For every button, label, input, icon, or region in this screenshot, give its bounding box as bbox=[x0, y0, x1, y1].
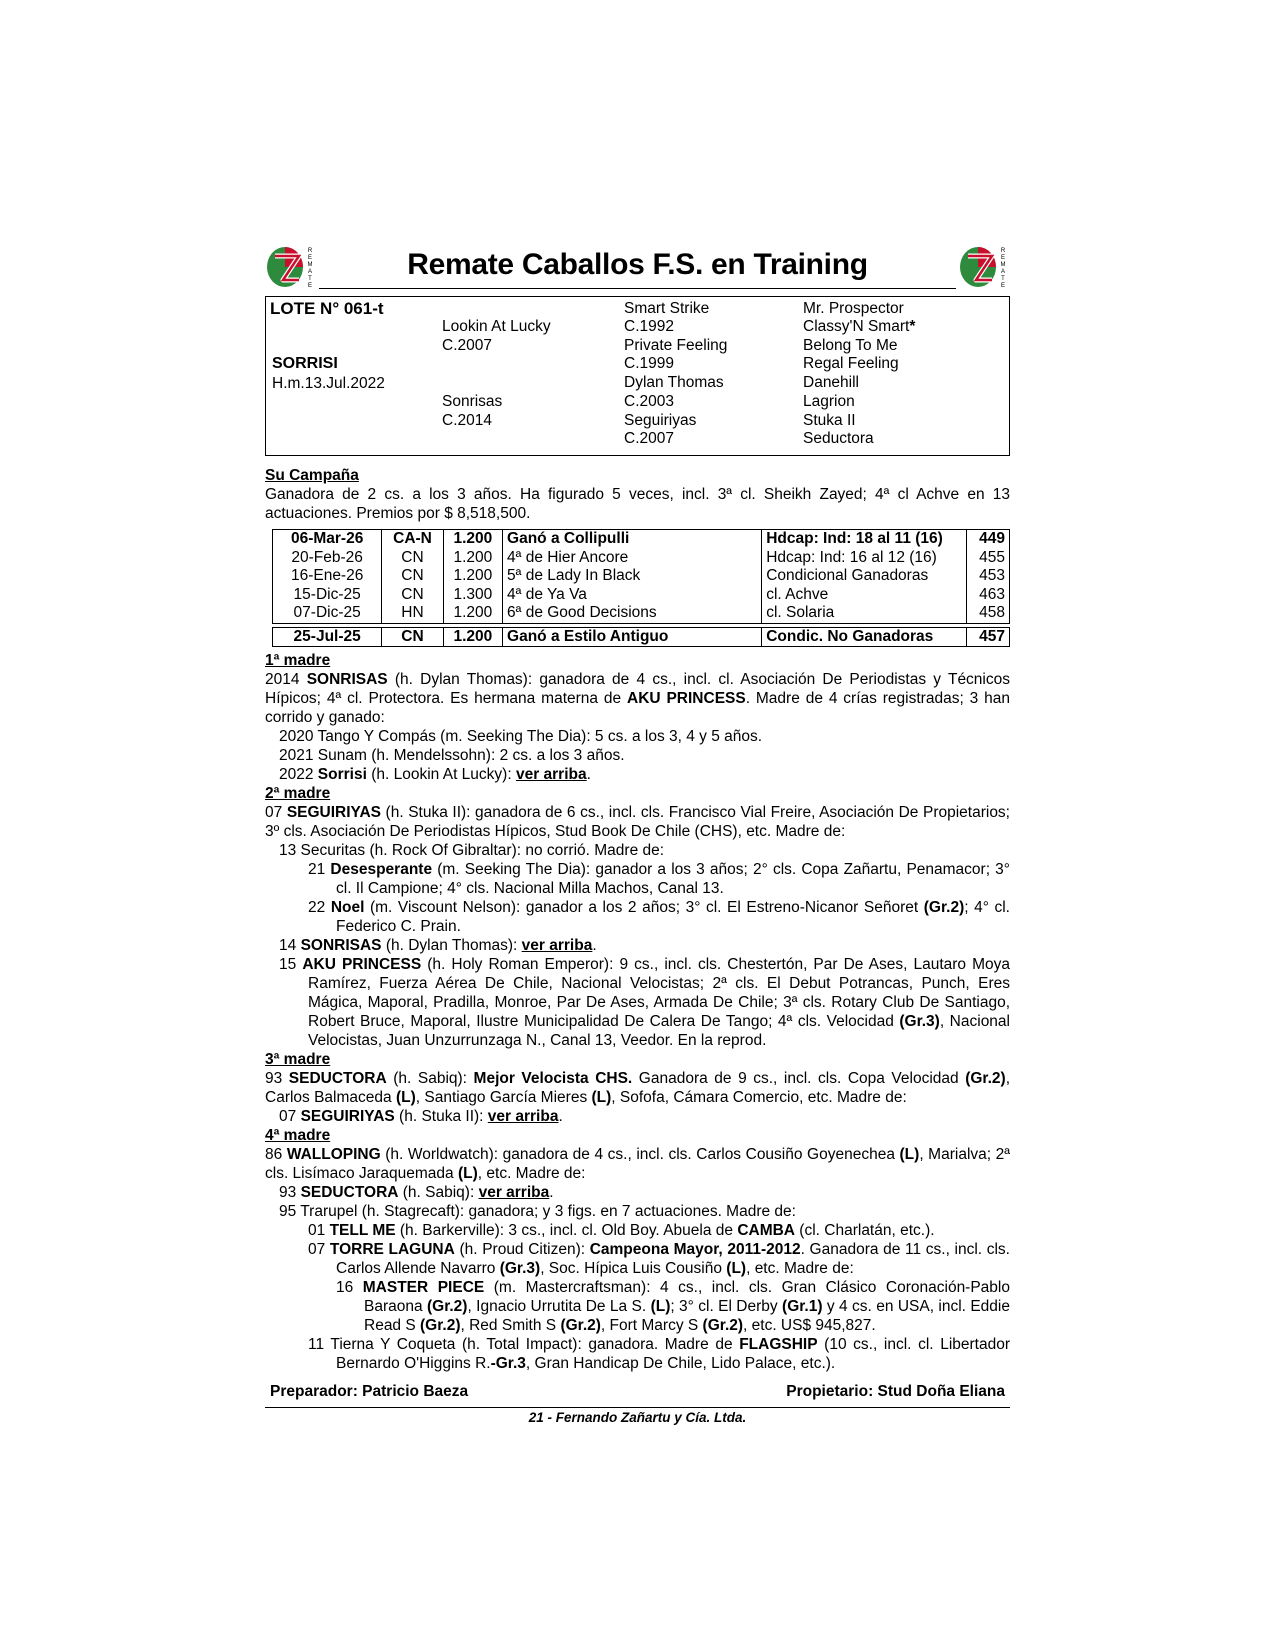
ancestor-3: Belong To Me bbox=[803, 337, 898, 354]
horse-name: MASTER PIECE bbox=[362, 1279, 485, 1296]
ancestor-2 bbox=[803, 318, 915, 336]
produce-line: 13 Securitas (h. Rock Of Gibraltar): no corrió. Madre de: bbox=[279, 842, 665, 859]
owner: Propietario: Stud Doña Eliana bbox=[786, 1383, 1005, 1400]
text: , etc. Madre de: bbox=[477, 1165, 586, 1182]
race-condition: Condic. No Ganadoras bbox=[762, 627, 967, 647]
text: (cl. Charlatán, etc.). bbox=[795, 1222, 935, 1239]
second-dam-paragraph bbox=[265, 803, 1010, 841]
text: (h. Proud Citizen): bbox=[454, 1241, 590, 1258]
sire-sire: Smart Strike bbox=[624, 300, 710, 317]
text: , Carlos Balmaceda bbox=[265, 1070, 1010, 1106]
grade: (Gr.2) bbox=[702, 1317, 744, 1334]
text: , Red Smith S bbox=[460, 1317, 561, 1334]
text: . bbox=[558, 1108, 563, 1125]
text: 21 bbox=[308, 861, 331, 878]
horse-name: CAMBA bbox=[737, 1222, 795, 1239]
text: y 4 cs. en USA, incl. Eddie Read S bbox=[364, 1298, 1010, 1334]
sire-sire-year: C.1992 bbox=[624, 318, 674, 335]
svg-text:M: M bbox=[307, 262, 313, 268]
svg-text:A: A bbox=[307, 269, 313, 275]
fourth-dam-section bbox=[265, 1126, 1010, 1373]
horse-name: AKU PRINCESS bbox=[302, 956, 422, 973]
page-footer: 21 - Fernando Zañartu y Cía. Ltda. bbox=[528, 1410, 747, 1425]
text: 11 Tierna Y Coqueta (h. Total Impact): ganadora. Madre de bbox=[308, 1336, 740, 1353]
text: 07 bbox=[265, 804, 287, 821]
race-row bbox=[273, 549, 1010, 568]
race-weight: 457 bbox=[967, 627, 1010, 647]
race-date: 16-Ene-26 bbox=[290, 567, 364, 584]
horse-name: TELL ME bbox=[329, 1222, 396, 1239]
second-dam-section bbox=[265, 784, 1010, 1050]
catalog-page bbox=[265, 242, 1010, 1425]
text: (m. Viscount Nelson): ganador a los 2 años; 3° cl. El Estreno-Nicanor Señoret bbox=[364, 899, 924, 916]
dam-name: SEGUIRIYAS bbox=[286, 804, 381, 821]
text: 22 bbox=[308, 899, 331, 916]
text: (m. Seeking The Dia): ganador a los 3 años; 2° cls. Copa Zañartu, Penamacor; 3° cl. Il Campione; 4° cls. Nacional Milla Machos, Canal 13. bbox=[336, 861, 1010, 897]
horse-name: Desesperante bbox=[330, 861, 433, 878]
produce-line bbox=[265, 765, 1010, 784]
race-distance: 1.200 bbox=[443, 627, 502, 647]
grade: (L) bbox=[650, 1298, 671, 1315]
race-track: CN bbox=[382, 549, 443, 568]
horse-name: SEGUIRIYAS bbox=[300, 1108, 395, 1125]
race-track: CN bbox=[382, 586, 443, 605]
text: (h. Holy Roman Emperor): 9 cs., incl. cls. Chestertón, Par De Ases, Lautaro Moya Ramírez, Fuerza Aérea De Chile, Nacional Velocistas; 2ª cls. El Debut Potrancas, Punch, Eres Mágica, Maporal, Pradilla, Monroe, Par De Ases, Armada De Chile; 3ª cls. Rotary Club De Santiago, Robert Bruce, Maporal, Ilustre Municipalidad De Calera De Tango; 4ª cls. Velocidad bbox=[308, 956, 1010, 1030]
text: , Sofofa, Cámara Comercio, etc. Madre de: bbox=[611, 1089, 907, 1106]
text: . bbox=[592, 937, 597, 954]
produce-line bbox=[265, 955, 1010, 1050]
text: ; 4° cl. Federico C. Prain. bbox=[336, 899, 1010, 935]
text: 16 bbox=[336, 1279, 363, 1296]
race-track: CN bbox=[382, 567, 443, 586]
produce-line bbox=[265, 860, 1010, 898]
text: , Ignacio Urrutita De La S. bbox=[467, 1298, 651, 1315]
svg-text:T: T bbox=[1001, 276, 1005, 282]
race-distance: 1.300 bbox=[443, 586, 502, 605]
race-date: 15-Dic-25 bbox=[293, 585, 361, 603]
text: 93 bbox=[265, 1070, 289, 1087]
text: (m. Mastercraftsman): 4 cs., incl. cls. Gran Clásico Coronación-Pablo Baraona bbox=[364, 1279, 1010, 1315]
dam-sire: Dylan Thomas bbox=[624, 374, 724, 391]
horse-name: AKU PRINCESS bbox=[627, 690, 746, 707]
ancestor-8: Seductora bbox=[803, 430, 874, 447]
first-dam-paragraph bbox=[265, 670, 1010, 727]
svg-text:T: T bbox=[308, 276, 312, 282]
svg-text:E: E bbox=[307, 255, 313, 261]
race-distance: 1.200 bbox=[443, 530, 502, 549]
race-distance: 1.200 bbox=[443, 567, 502, 586]
fourth-dam-heading: 4ª madre bbox=[265, 1127, 331, 1144]
dam-name: SONRISAS bbox=[306, 671, 388, 688]
race-result: Ganó a Collipulli bbox=[503, 530, 762, 549]
sire: Lookin At Lucky bbox=[442, 318, 551, 335]
race-table bbox=[272, 529, 1010, 647]
race-weight: 453 bbox=[967, 567, 1010, 586]
race-date: 20-Feb-26 bbox=[291, 548, 363, 566]
pedigree-box bbox=[265, 296, 1010, 456]
trainer: Preparador: Patricio Baeza bbox=[270, 1383, 469, 1400]
text: 14 bbox=[279, 937, 301, 954]
honor: Mejor Velocista CHS. bbox=[473, 1070, 633, 1087]
dam: Sonrisas bbox=[442, 393, 503, 410]
campaign-summary: Ganadora de 2 cs. a los 3 años. Ha figurado 5 veces, incl. 3ª cl. Sheikh Zayed; 4ª cl Achve en 13 actuaciones. Premios por $ 8,518,500. bbox=[265, 486, 1010, 522]
race-condition: Hdcap: Ind: 16 al 12 (16) bbox=[762, 549, 967, 568]
horse-name: SEDUCTORA bbox=[300, 1184, 399, 1201]
footer-divider bbox=[265, 1407, 1010, 1408]
text: , Marialva; 2ª cls. Lisímaco Jaraquemada bbox=[265, 1146, 1010, 1182]
produce-line bbox=[265, 936, 1010, 955]
text: , Nacional Velocistas, Juan Unzurrunzaga N., Canal 13, Veedor. En la reprod. bbox=[308, 1013, 1010, 1049]
race-distance: 1.200 bbox=[443, 549, 502, 568]
see-above-link: ver arriba bbox=[515, 766, 587, 783]
produce-line: 95 Trarupel (h. Stagrecaft): ganadora; y 3 figs. en 7 actuaciones. Madre de: bbox=[279, 1203, 796, 1220]
third-dam-section bbox=[265, 1050, 1010, 1126]
ancestor-7: Stuka II bbox=[803, 412, 856, 429]
race-row bbox=[273, 530, 1010, 549]
third-dam-heading: 3ª madre bbox=[265, 1051, 331, 1068]
produce-line: 2020 Tango Y Compás (m. Seeking The Dia): 5 cs. a los 3, 4 y 5 años. bbox=[279, 728, 763, 745]
race-condition: cl. Achve bbox=[762, 586, 967, 605]
text: . bbox=[586, 766, 591, 783]
horse-name: Sorrisi bbox=[317, 766, 367, 783]
race-result: 5ª de Lady In Black bbox=[503, 567, 762, 586]
horse-name: FLAGSHIP bbox=[739, 1336, 818, 1353]
produce-line: 2021 Sunam (h. Mendelssohn): 2 cs. a los 3 años. bbox=[279, 747, 625, 764]
race-weight: 449 bbox=[967, 530, 1010, 549]
race-track: CA-N bbox=[382, 530, 443, 549]
text: , Gran Handicap De Chile, Lido Palace, etc.). bbox=[525, 1355, 836, 1372]
grade: (Gr.2) bbox=[560, 1317, 601, 1334]
dam-dam-year: C.2007 bbox=[624, 430, 674, 447]
race-condition: Hdcap: Ind: 18 al 11 (16) bbox=[762, 530, 967, 549]
text: ; 3° cl. El Derby bbox=[670, 1298, 783, 1315]
sire-dam-year: C.1999 bbox=[624, 355, 674, 372]
ancestor-2-name: Classy'N Smart bbox=[803, 318, 910, 335]
ancestor-2-mark: * bbox=[909, 318, 916, 335]
svg-text:E: E bbox=[307, 283, 313, 289]
text: (h. Dylan Thomas): ganadora de 4 cs., incl. cl. Asociación De Periodistas y Técnicos Hípicos; 4ª cl. Protectora. Es hermana materna de bbox=[265, 671, 1010, 707]
race-row bbox=[273, 567, 1010, 586]
dam-name: WALLOPING bbox=[286, 1146, 381, 1163]
race-result: 6ª de Good Decisions bbox=[503, 604, 762, 623]
race-date: 06-Mar-26 bbox=[290, 530, 364, 547]
text: 15 bbox=[279, 956, 303, 973]
race-condition: cl. Solaria bbox=[762, 604, 967, 623]
grade: (Gr.1) bbox=[782, 1298, 823, 1315]
title-underline bbox=[319, 288, 956, 289]
grade: (Gr.3) bbox=[499, 1260, 541, 1277]
ancestor-1: Mr. Prospector bbox=[803, 300, 904, 317]
race-row-win bbox=[273, 627, 1010, 647]
dam-sire-year: C.2003 bbox=[624, 393, 674, 410]
ancestor-5: Danehill bbox=[803, 374, 860, 391]
page-header bbox=[265, 242, 1010, 294]
dam-name: SEDUCTORA bbox=[288, 1070, 387, 1087]
produce-line bbox=[265, 1183, 1010, 1202]
race-row bbox=[273, 604, 1010, 623]
race-distance: 1.200 bbox=[443, 604, 502, 623]
see-above-link: ver arriba bbox=[478, 1184, 550, 1201]
text: , etc. US$ 945,827. bbox=[743, 1317, 876, 1334]
svg-text:R: R bbox=[1000, 248, 1006, 254]
text: Ganadora de 9 cs., incl. cls. Copa Velocidad bbox=[632, 1070, 966, 1087]
text: 01 bbox=[308, 1222, 330, 1239]
produce-line bbox=[265, 1221, 1010, 1240]
horse-birth: H.m.13.Jul.2022 bbox=[272, 375, 385, 392]
produce-line bbox=[265, 898, 1010, 936]
footer-credits bbox=[265, 1383, 1010, 1405]
grade: (Gr.3) bbox=[899, 1013, 940, 1030]
text: , Soc. Hípica Luis Cousiño bbox=[540, 1260, 727, 1277]
text: (h. Stuka II): ganadora de 6 cs., incl. cls. Francisco Vial Freire, Asociación De Propietarios; 3º cls. Asociación De Periodistas Hípicos, Stud Book De Chile (CHS), etc. Madre de: bbox=[265, 804, 1010, 840]
svg-text:A: A bbox=[1000, 269, 1006, 275]
text: (h. Sabiq): bbox=[398, 1184, 479, 1201]
svg-text:E: E bbox=[1000, 255, 1006, 261]
see-above-link: ver arriba bbox=[487, 1108, 559, 1125]
horse-name: SONRISAS bbox=[300, 937, 382, 954]
zanartu-logo-icon bbox=[958, 242, 1010, 290]
race-weight: 463 bbox=[967, 586, 1010, 605]
campaign-section bbox=[265, 466, 1010, 523]
first-dam-section bbox=[265, 651, 1010, 784]
produce-line bbox=[265, 1335, 1010, 1373]
text: (h. Dylan Thomas): bbox=[381, 937, 522, 954]
race-result: Ganó a Estilo Antiguo bbox=[503, 627, 762, 647]
horse-name: SORRISI bbox=[272, 355, 338, 372]
text: (h. Stuka II): bbox=[394, 1108, 488, 1125]
text: (h. Worldwatch): ganadora de 4 cs., incl. cls. Carlos Cousiño Goyenechea bbox=[380, 1146, 900, 1163]
text: . Ganadora de 11 cs., incl. cls. Carlos Allende Navarro bbox=[336, 1241, 1010, 1277]
grade: (L) bbox=[457, 1165, 478, 1182]
text: . bbox=[549, 1184, 554, 1201]
sire-dam: Private Feeling bbox=[624, 337, 728, 354]
see-above-link: ver arriba bbox=[521, 937, 593, 954]
grade: (L) bbox=[726, 1260, 747, 1277]
race-row bbox=[273, 586, 1010, 605]
third-dam-paragraph bbox=[265, 1069, 1010, 1107]
grade: -Gr.3 bbox=[490, 1355, 526, 1372]
horse-name: TORRE LAGUNA bbox=[329, 1241, 455, 1258]
produce-line bbox=[265, 1278, 1010, 1335]
campaign-heading: Su Campaña bbox=[265, 467, 359, 484]
grade: (Gr.2) bbox=[965, 1070, 1006, 1087]
text: 2022 bbox=[279, 766, 318, 783]
text: (h. Barkerville): 3 cs., incl. cl. Old Boy. Abuela de bbox=[395, 1222, 738, 1239]
grade: (L) bbox=[395, 1089, 416, 1106]
text: (h. Lookin At Lucky): bbox=[366, 766, 516, 783]
ancestor-6: Lagrion bbox=[803, 393, 855, 410]
text: 93 bbox=[279, 1184, 301, 1201]
svg-text:M: M bbox=[1000, 262, 1006, 268]
sire-year: C.2007 bbox=[442, 337, 492, 354]
text: 07 bbox=[308, 1241, 330, 1258]
race-condition: Condicional Ganadoras bbox=[762, 567, 967, 586]
first-dam-heading: 1ª madre bbox=[265, 652, 331, 669]
fourth-dam-paragraph bbox=[265, 1145, 1010, 1183]
text: . Madre de 4 crías registradas; 3 han corrido y ganado: bbox=[265, 690, 1010, 726]
ancestor-4: Regal Feeling bbox=[803, 355, 899, 372]
text: 07 bbox=[279, 1108, 301, 1125]
text: , Santiago García Mieres bbox=[415, 1089, 592, 1106]
honor: Campeona Mayor, 2011-2012 bbox=[589, 1241, 801, 1258]
dam-dam: Seguiriyas bbox=[624, 412, 697, 429]
race-date: 07-Dic-25 bbox=[293, 604, 361, 621]
svg-text:R: R bbox=[307, 248, 313, 254]
text: , Fort Marcy S bbox=[600, 1317, 703, 1334]
race-track: HN bbox=[382, 604, 443, 623]
horse-name: Noel bbox=[330, 899, 365, 916]
svg-text:E: E bbox=[1000, 283, 1006, 289]
race-weight: 458 bbox=[967, 604, 1010, 623]
second-dam-heading: 2ª madre bbox=[265, 785, 331, 802]
grade: (L) bbox=[899, 1146, 920, 1163]
text: , etc. Madre de: bbox=[746, 1260, 854, 1277]
page-title: Remate Caballos F.S. en Training bbox=[407, 248, 868, 281]
text: 2014 bbox=[265, 671, 307, 688]
grade: (Gr.2) bbox=[420, 1317, 461, 1334]
grade: (Gr.2) bbox=[923, 899, 965, 916]
text: (10 cs., incl. cl. Libertador Bernardo O'Higgins R. bbox=[336, 1336, 1010, 1372]
race-result: 4ª de Hier Ancore bbox=[503, 549, 762, 568]
race-track: CN bbox=[382, 627, 443, 647]
lot-number: LOTE N° 061-t bbox=[270, 299, 384, 318]
produce-line bbox=[265, 1107, 1010, 1126]
zanartu-logo-icon bbox=[265, 242, 317, 290]
race-result: 4ª de Ya Va bbox=[503, 586, 762, 605]
produce-line bbox=[265, 1240, 1010, 1278]
grade: (Gr.2) bbox=[426, 1298, 468, 1315]
text: 86 bbox=[265, 1146, 287, 1163]
dam-year: C.2014 bbox=[442, 412, 492, 429]
race-weight: 455 bbox=[967, 549, 1010, 568]
race-date: 25-Jul-25 bbox=[293, 627, 361, 645]
grade: (L) bbox=[591, 1089, 612, 1106]
text: (h. Sabiq): bbox=[386, 1070, 474, 1087]
